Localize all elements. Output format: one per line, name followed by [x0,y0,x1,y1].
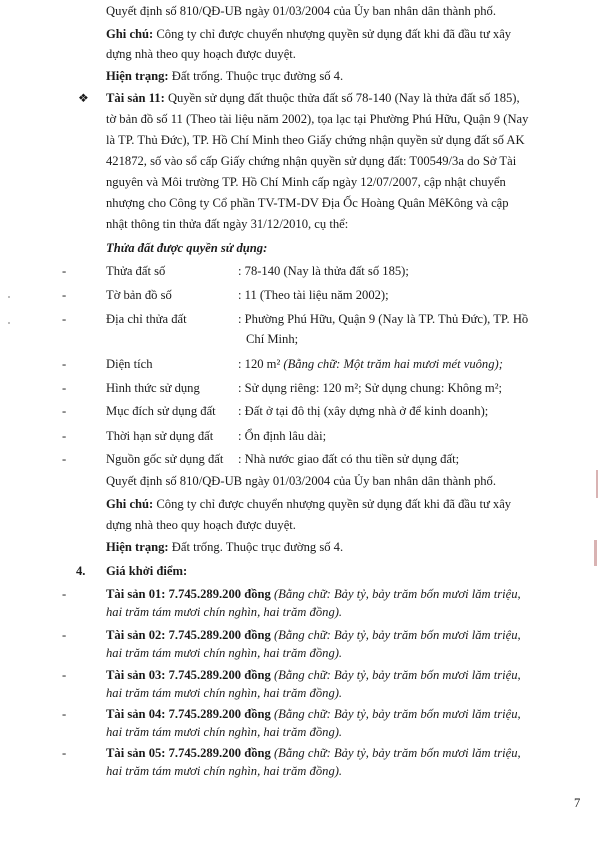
row-value: : Phường Phú Hữu, Quận 9 (Nay là TP. Thủ Đức), TP. Hồ [238,312,529,326]
section-number: 4. [76,564,86,578]
price-item: Tài sản 03: 7.745.289.200 đồng (Bằng chữ: Bảy tỷ, bảy trăm bốn mươi lăm triệu, [106,668,521,682]
section-title: Giá khởi điểm: [106,564,188,578]
status-text: Đất trống. Thuộc trục đường số 4. [168,69,344,83]
status-label: Hiện trạng: [106,69,169,83]
row-dash: - [62,357,67,371]
page-number: 7 [574,796,581,810]
row-dash: - [62,381,67,395]
price-dash: - [62,628,67,642]
row-label: Tờ bản đồ số [106,288,172,302]
note-label: Ghi chú: [106,27,154,41]
asset11-line-2: là TP. Thủ Đức), TP. Hồ Chí Minh theo Giấy chứng nhận quyền sử dụng đất số AK [106,133,525,147]
row-label: Nguồn gốc sử dụng đất [106,452,224,466]
row-dash: - [62,429,67,443]
row-dash: - [62,452,67,466]
price-item-cont: hai trăm tám mươi chín nghìn, hai trăm đồng). [106,605,343,619]
price-dash: - [62,668,67,682]
row-dash: - [62,404,67,418]
row-dash: - [62,312,67,326]
asset11-line-3: 421872, số vào sổ cấp Giấy chứng nhận quyền sử dụng đất: T00549/3a do Sở Tài [106,154,517,168]
row-label: Thửa đất số [106,264,166,278]
price-item-cont: hai trăm tám mươi chín nghìn, hai trăm đồng). [106,646,343,660]
note-line [106,26,566,43]
note-line: Ghi chú: Công ty chỉ được chuyển nhượng quyền sử dụng đất khi đã đầu tư xây [106,497,512,511]
margin-stamp-mark [594,540,597,566]
asset11-line-4: nguyên và Môi trường TP. Hồ Chí Minh cấp ngày 12/07/2007, cập nhật chuyển [106,175,506,189]
note-text: Công ty chỉ được chuyển nhượng quyền sử dụng đất khi đã đầu tư xây [153,27,512,41]
price-item-cont: hai trăm tám mươi chín nghìn, hai trăm đồng). [106,764,343,778]
price-dash: - [62,746,67,760]
row-value: : Đất ở tại đô thị (xây dựng nhà ở để kinh doanh); [238,404,489,418]
asset11-label: Tài sản 11: [106,91,165,105]
price-item: Tài sản 01: 7.745.289.200 đồng (Bằng chữ: Bảy tỷ, bảy trăm bốn mươi lăm triệu, [106,587,521,601]
parcel-heading: Thửa đất được quyền sử dụng: [106,241,268,255]
price-dash: - [62,587,67,601]
price-item: Tài sản 04: 7.745.289.200 đồng (Bằng chữ: Bảy tỷ, bảy trăm bốn mươi lăm triệu, [106,707,521,721]
asset11-line-1: tờ bản đồ số 11 (Theo tài liệu năm 2002), tọa lạc tại Phường Phú Hữu, Quận 9 (Nay [106,112,529,126]
row-value: : Sử dụng riêng: 120 m²; Sử dụng chung: Không m²; [238,381,502,395]
asset11-line-0: Tài sản 11: Quyền sử dụng đất thuộc thửa đất số 78-140 (Nay là thửa đất số 185), [106,91,520,105]
price-item: Tài sản 05: 7.745.289.200 đồng (Bằng chữ: Bảy tỷ, bảy trăm bốn mươi lăm triệu, [106,746,521,760]
price-item-cont: hai trăm tám mươi chín nghìn, hai trăm đồng). [106,686,343,700]
price-dash: - [62,707,67,721]
price-item: Tài sản 02: 7.745.289.200 đồng (Bằng chữ: Bảy tỷ, bảy trăm bốn mươi lăm triệu, [106,628,521,642]
row-dash: - [62,264,67,278]
price-item-cont: hai trăm tám mươi chín nghìn, hai trăm đồng). [106,725,343,739]
row-value: : 11 (Theo tài liệu năm 2002); [238,288,389,302]
scan-speck [8,322,10,324]
row-label: Diện tích [106,357,153,371]
status-line: Hiện trạng: Đất trống. Thuộc trục đường số 4. [106,540,344,554]
row-dash: - [62,288,67,302]
row-label: Hình thức sử dụng [106,381,200,395]
row-value: : Ổn định lâu dài; [238,429,327,443]
asset11-line-5: nhượng cho Công ty Cổ phần TV-TM-DV Địa Ốc Hoàng Quân MêKông và cập [106,196,509,210]
row-value: : 78-140 (Nay là thửa đất số 185); [238,264,409,278]
asset11-line-6: nhật thông tin thửa đất ngày 31/12/2010, cụ thể: [106,217,349,231]
row-value: : Nhà nước giao đất có thu tiền sử dụng đất; [238,452,460,466]
decision-text: Quyết định số 810/QĐ-UB ngày 01/03/2004 của Ủy ban nhân dân thành phố. [106,4,497,18]
status-line [106,68,566,85]
note-line-cont: dựng nhà theo quy hoạch được duyệt. [106,518,296,532]
row-label: Mục đích sử dụng đất [106,404,216,418]
decision-text: Quyết định số 810/QĐ-UB ngày 01/03/2004 của Ủy ban nhân dân thành phố. [106,474,497,488]
note-line-cont: dựng nhà theo quy hoạch được duyệt. [106,47,296,61]
row-label: Thời hạn sử dụng đất [106,429,214,443]
row-label: Địa chỉ thửa đất [106,312,187,326]
scan-speck [8,296,10,298]
margin-stamp-mark [596,470,598,498]
diamond-bullet-icon: ❖ [78,91,89,105]
row-value: : 120 m² (Bằng chữ: Một trăm hai mươi mét vuông); [238,357,503,371]
row-value-cont: Chí Minh; [246,332,299,346]
